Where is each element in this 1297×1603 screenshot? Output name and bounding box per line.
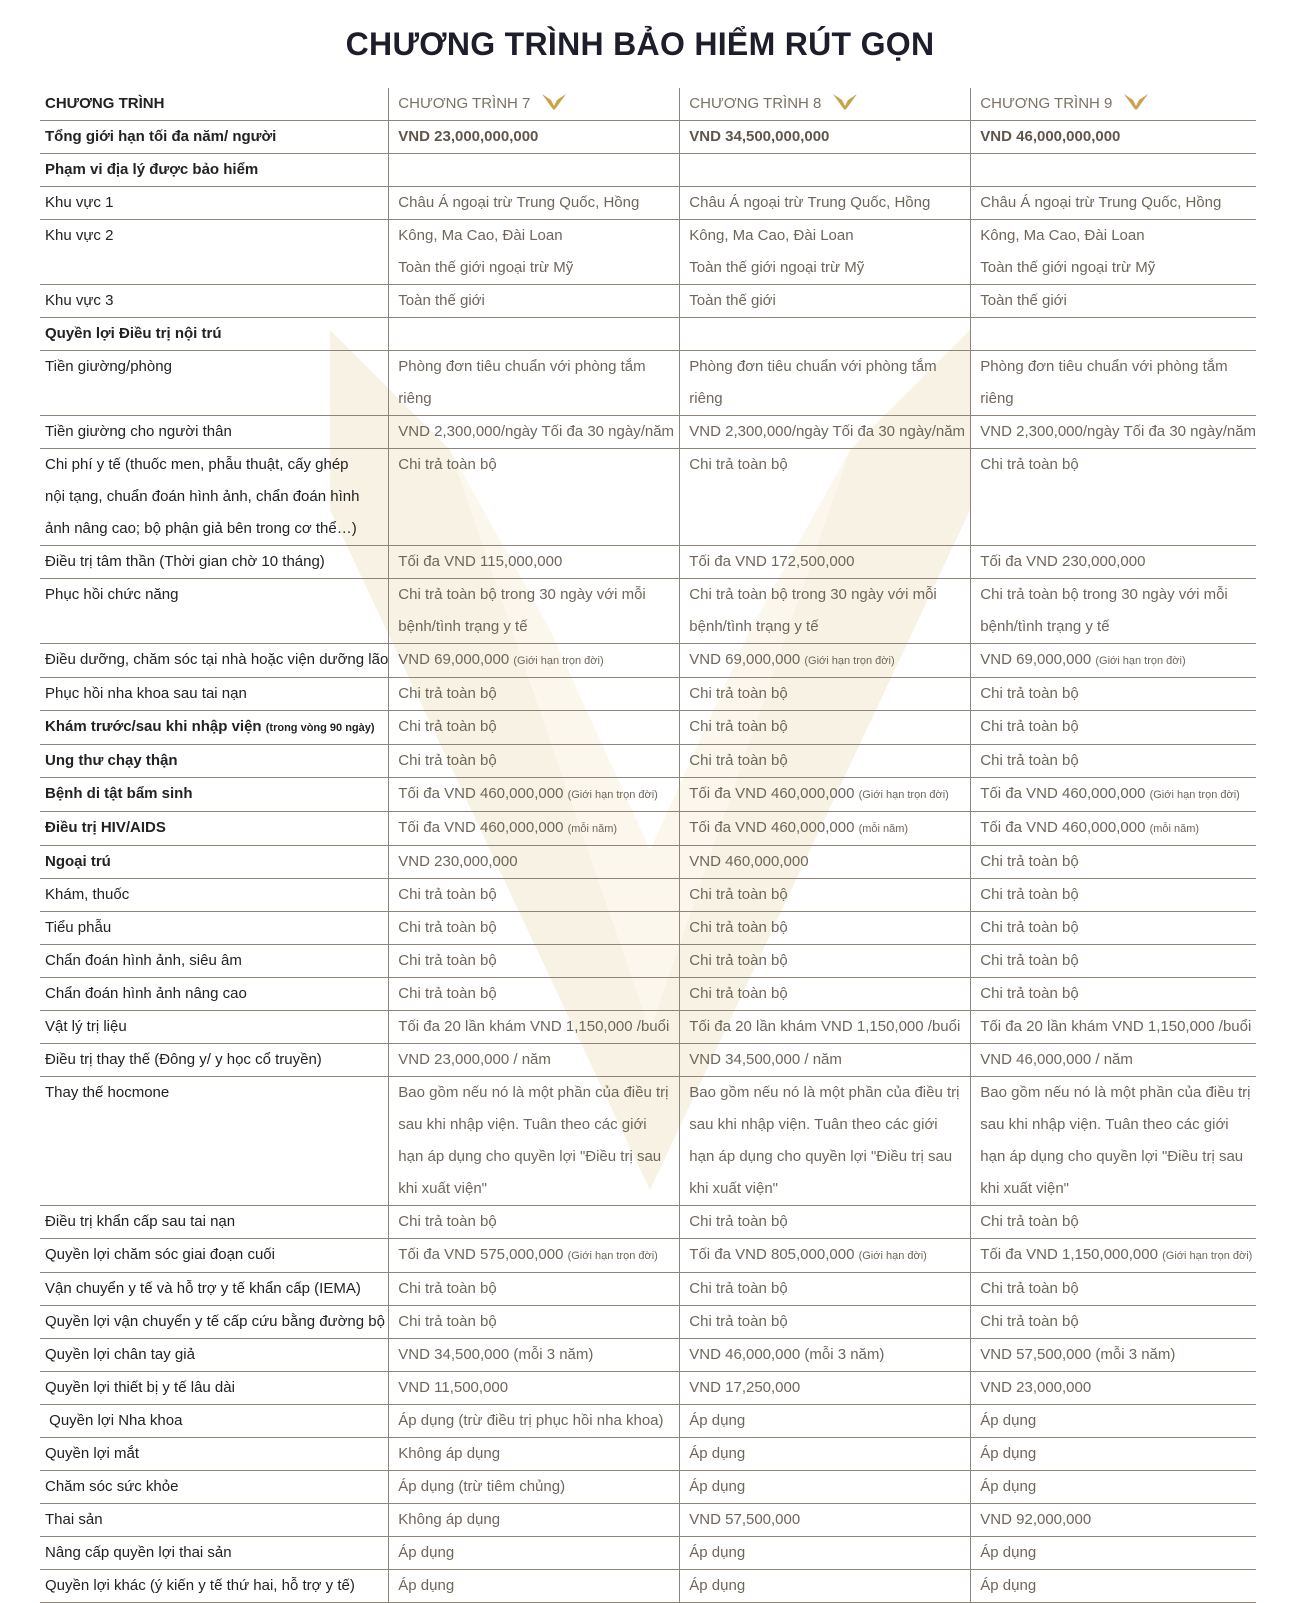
table-row	[40, 1273, 1256, 1306]
plan-7-value: VND 2,300,000/ngày Tối đa 30 ngày/năm	[389, 416, 680, 449]
plan-7-value: Chi trả toàn bộ	[389, 945, 680, 978]
row-label: Quyền lợi Nha khoa	[40, 1405, 389, 1438]
table-row	[40, 1011, 1256, 1044]
table-row	[40, 1239, 1256, 1273]
plan-8-value: Bao gồm nếu nó là một phần của điều trị sau khi nhập viện. Tuân theo các giới hạn áp dụng cho quyền lợi "Điều trị sau khi xuất viện"	[680, 1077, 971, 1206]
row-label: Điều trị thay thế (Đông y/ y học cổ truyền)	[40, 1044, 389, 1077]
row-label: Tiền giường cho người thân	[40, 416, 389, 449]
plan-8-value: Tối đa VND 172,500,000	[680, 546, 971, 579]
plan-7-value: Áp dụng (trừ điều trị phục hồi nha khoa)	[389, 1405, 680, 1438]
plan-8-value: Chi trả toàn bộ	[680, 1306, 971, 1339]
plan-9-value: Toàn thế giới	[971, 285, 1256, 318]
plan-9-value	[971, 154, 1256, 187]
row-label: Phạm vi địa lý được bảo hiểm	[40, 154, 389, 187]
plan-9-value: VND 23,000,000	[971, 1372, 1256, 1405]
table-row	[40, 351, 1256, 416]
plan-8-value: Áp dụng	[680, 1537, 971, 1570]
plan-7-value: Chi trả toàn bộ	[389, 978, 680, 1011]
plan-7-value: Châu Á ngoại trừ Trung Quốc, Hồng	[389, 187, 680, 220]
plan-8-value: Chi trả toàn bộ	[680, 1206, 971, 1239]
plan-7-value: Chi trả toàn bộ trong 30 ngày với mỗi bệnh/tình trạng y tế	[389, 579, 680, 644]
table-row	[40, 678, 1256, 711]
table-row	[40, 912, 1256, 945]
plan-8-value: Chi trả toàn bộ	[680, 945, 971, 978]
table-row	[40, 416, 1256, 449]
table-row	[40, 546, 1256, 579]
row-label: Quyền lợi khác (ý kiến y tế thứ hai, hỗ trợ y tế)	[40, 1570, 389, 1603]
plan-8-value: Chi trả toàn bộ	[680, 745, 971, 778]
plan-7-value: Chi trả toàn bộ	[389, 1306, 680, 1339]
row-label: Ngoại trú	[40, 846, 389, 879]
header-label: CHƯƠNG TRÌNH	[40, 88, 389, 121]
plan-8-value: Chi trả toàn bộ	[680, 978, 971, 1011]
plan-7-value: Chi trả toàn bộ	[389, 745, 680, 778]
plan-7-value: Phòng đơn tiêu chuẩn với phòng tắm riêng	[389, 351, 680, 416]
table-row	[40, 1077, 1256, 1206]
table-row	[40, 187, 1256, 220]
table-row	[40, 1537, 1256, 1570]
plan-9-value: VND 92,000,000	[971, 1504, 1256, 1537]
plan-8-value: Chi trả toàn bộ	[680, 449, 971, 546]
plan-9-value: Tối đa VND 1,150,000,000 (Giới hạn trọn đời)	[971, 1239, 1256, 1273]
row-label: Thai sản	[40, 1504, 389, 1537]
plan-9-value: Chi trả toàn bộ	[971, 449, 1256, 546]
plan-8-value: Tối đa VND 460,000,000 (mỗi năm)	[680, 812, 971, 846]
row-label: Chẩn đoán hình ảnh, siêu âm	[40, 945, 389, 978]
table-row	[40, 1372, 1256, 1405]
plan-7-value: Chi trả toàn bộ	[389, 1273, 680, 1306]
row-label: Chăm sóc sức khỏe	[40, 1471, 389, 1504]
plan-9-value: Áp dụng	[971, 1570, 1256, 1603]
plan-9-value: VND 46,000,000,000	[971, 121, 1256, 154]
row-label: Quyền lợi chăm sóc giai đoạn cuối	[40, 1239, 389, 1273]
plan-7-value: VND 34,500,000 (mỗi 3 năm)	[389, 1339, 680, 1372]
plan-9-value: VND 46,000,000 / năm	[971, 1044, 1256, 1077]
plan-7-value: VND 23,000,000 / năm	[389, 1044, 680, 1077]
plan-8-value: Chi trả toàn bộ	[680, 879, 971, 912]
plan-8-value: VND 17,250,000	[680, 1372, 971, 1405]
plan-9-value: VND 69,000,000 (Giới hạn trọn đời)	[971, 644, 1256, 678]
plan-8-value: Áp dụng	[680, 1405, 971, 1438]
plan-9-value: Tối đa VND 460,000,000 (mỗi năm)	[971, 812, 1256, 846]
plan-9-value: Áp dụng	[971, 1537, 1256, 1570]
plan-9-value: VND 2,300,000/ngày Tối đa 30 ngày/năm	[971, 416, 1256, 449]
plan-7-value: Tối đa VND 460,000,000 (Giới hạn trọn đời)	[389, 778, 680, 812]
row-label: Tiền giường/phòng	[40, 351, 389, 416]
row-label: Điều trị tâm thần (Thời gian chờ 10 tháng)	[40, 546, 389, 579]
plan-7-value: Áp dụng	[389, 1537, 680, 1570]
plan-8-value: Tối đa VND 805,000,000 (Giới hạn đời)	[680, 1239, 971, 1273]
plan-8-value: Chi trả toàn bộ	[680, 1273, 971, 1306]
table-row	[40, 220, 1256, 285]
plan-8-value: Châu Á ngoại trừ Trung Quốc, Hồng	[680, 187, 971, 220]
row-label: Khu vực 3	[40, 285, 389, 318]
plan-7-value: Chi trả toàn bộ	[389, 1206, 680, 1239]
row-label: Điều trị HIV/AIDS	[40, 812, 389, 846]
plan-8-value	[680, 318, 971, 351]
plan-9-value: Chi trả toàn bộ	[971, 912, 1256, 945]
plan-9-value: Chi trả toàn bộ	[971, 879, 1256, 912]
plan-7-value: Chi trả toàn bộ	[389, 449, 680, 546]
plan-7-value: VND 11,500,000	[389, 1372, 680, 1405]
plan-8-value: VND 2,300,000/ngày Tối đa 30 ngày/năm	[680, 416, 971, 449]
header-plan-8: CHƯƠNG TRÌNH 8	[680, 88, 971, 121]
plan-8-value: Áp dụng	[680, 1438, 971, 1471]
plan-8-value: Chi trả toàn bộ	[680, 678, 971, 711]
plan-7-value: VND 69,000,000 (Giới hạn trọn đời)	[389, 644, 680, 678]
plan-9-value: Phòng đơn tiêu chuẩn với phòng tắm riêng	[971, 351, 1256, 416]
plan-9-value: Chi trả toàn bộ	[971, 678, 1256, 711]
row-label: Quyền lợi Điều trị nội trú	[40, 318, 389, 351]
plan-9-value: Tối đa VND 460,000,000 (Giới hạn trọn đời)	[971, 778, 1256, 812]
row-label: Quyền lợi thiết bị y tế lâu dài	[40, 1372, 389, 1405]
plan-8-value: Chi trả toàn bộ	[680, 912, 971, 945]
table-row	[40, 644, 1256, 678]
plan-8-value: Chi trả toàn bộ trong 30 ngày với mỗi bệnh/tình trạng y tế	[680, 579, 971, 644]
row-label: Khu vực 2	[40, 220, 389, 285]
plan-8-value: Kông, Ma Cao, Đài Loan Toàn thế giới ngoại trừ Mỹ	[680, 220, 971, 285]
row-label: Điều trị khẩn cấp sau tai nạn	[40, 1206, 389, 1239]
row-label: Thay thế hocmone	[40, 1077, 389, 1206]
row-label: Ung thư chạy thận	[40, 745, 389, 778]
row-label: Khám trước/sau khi nhập viện (trong vòng 90 ngày)	[40, 711, 389, 745]
table-row	[40, 1504, 1256, 1537]
row-label: Tổng giới hạn tối đa năm/ người	[40, 121, 389, 154]
plan-7-value: Tối đa 20 lần khám VND 1,150,000 /buổi	[389, 1011, 680, 1044]
plan-8-value: Tối đa VND 460,000,000 (Giới hạn trọn đời)	[680, 778, 971, 812]
row-label: Khu vực 1	[40, 187, 389, 220]
plan-9-value: Tối đa 20 lần khám VND 1,150,000 /buổi	[971, 1011, 1256, 1044]
row-label: Phục hồi chức năng	[40, 579, 389, 644]
plan-8-value: Toàn thế giới	[680, 285, 971, 318]
plan-9-value: Châu Á ngoại trừ Trung Quốc, Hồng	[971, 187, 1256, 220]
plan-8-value: VND 57,500,000	[680, 1504, 971, 1537]
plan-7-value: Tối đa VND 460,000,000 (mỗi năm)	[389, 812, 680, 846]
header-plan-7: CHƯƠNG TRÌNH 7	[389, 88, 680, 121]
plan-9-value	[971, 318, 1256, 351]
table-row	[40, 978, 1256, 1011]
table-row	[40, 318, 1256, 351]
plan-7-value: Áp dụng (trừ tiêm chủng)	[389, 1471, 680, 1504]
table-row	[40, 945, 1256, 978]
plan-9-value: Chi trả toàn bộ	[971, 978, 1256, 1011]
plan-7-value: VND 23,000,000,000	[389, 121, 680, 154]
plan-9-value: Chi trả toàn bộ	[971, 945, 1256, 978]
row-label: Điều dưỡng, chăm sóc tại nhà hoặc viện dưỡng lão	[40, 644, 389, 678]
plan-8-value: Tối đa 20 lần khám VND 1,150,000 /buổi	[680, 1011, 971, 1044]
table-row	[40, 1405, 1256, 1438]
table-header-row	[40, 88, 1256, 121]
plan-8-value: VND 69,000,000 (Giới hạn trọn đời)	[680, 644, 971, 678]
plan-7-value: Tối đa VND 115,000,000	[389, 546, 680, 579]
plan-8-value: Áp dụng	[680, 1471, 971, 1504]
row-label: Chẩn đoán hình ảnh nâng cao	[40, 978, 389, 1011]
plan-7-value: Không áp dụng	[389, 1438, 680, 1471]
table-row	[40, 1206, 1256, 1239]
row-label: Quyền lợi vận chuyển y tế cấp cứu bằng đường bộ	[40, 1306, 389, 1339]
plan-8-value: VND 460,000,000	[680, 846, 971, 879]
plan-9-value: Chi trả toàn bộ	[971, 1306, 1256, 1339]
row-label: Bệnh di tật bẩm sinh	[40, 778, 389, 812]
gold-wing-icon	[542, 94, 566, 110]
row-label: Quyền lợi chân tay giả	[40, 1339, 389, 1372]
table-row	[40, 745, 1256, 778]
plan-8-value: Áp dụng	[680, 1570, 971, 1603]
plan-8-value	[680, 154, 971, 187]
page-title: CHƯƠNG TRÌNH BẢO HIỂM RÚT GỌN	[345, 26, 935, 62]
benefits-table	[40, 88, 1256, 1603]
row-label: Nâng cấp quyền lợi thai sản	[40, 1537, 389, 1570]
plan-7-value: Không áp dụng	[389, 1504, 680, 1537]
plan-9-value: Chi trả toàn bộ	[971, 1206, 1256, 1239]
table-row	[40, 846, 1256, 879]
plan-8-value: VND 34,500,000 / năm	[680, 1044, 971, 1077]
plan-8-value: VND 46,000,000 (mỗi 3 năm)	[680, 1339, 971, 1372]
table-row	[40, 1306, 1256, 1339]
row-label: Quyền lợi mắt	[40, 1438, 389, 1471]
plan-7-value: Kông, Ma Cao, Đài Loan Toàn thế giới ngoại trừ Mỹ	[389, 220, 680, 285]
table-row	[40, 1570, 1256, 1603]
table-row	[40, 154, 1256, 187]
plan-9-value: Tối đa VND 230,000,000	[971, 546, 1256, 579]
gold-wing-icon	[833, 94, 857, 110]
table-row	[40, 879, 1256, 912]
table-row	[40, 778, 1256, 812]
table-row	[40, 285, 1256, 318]
row-label: Phục hồi nha khoa sau tai nạn	[40, 678, 389, 711]
plan-7-value	[389, 154, 680, 187]
table-row	[40, 449, 1256, 546]
row-label: Khám, thuốc	[40, 879, 389, 912]
plan-8-value: VND 34,500,000,000	[680, 121, 971, 154]
table-row	[40, 579, 1256, 644]
table-row	[40, 1339, 1256, 1372]
plan-7-value	[389, 318, 680, 351]
plan-8-value: Phòng đơn tiêu chuẩn với phòng tắm riêng	[680, 351, 971, 416]
plan-9-value: Chi trả toàn bộ trong 30 ngày với mỗi bệnh/tình trạng y tế	[971, 579, 1256, 644]
plan-9-value: Kông, Ma Cao, Đài Loan Toàn thế giới ngoại trừ Mỹ	[971, 220, 1256, 285]
table-row	[40, 1438, 1256, 1471]
row-label: Vận chuyển y tế và hỗ trợ y tế khẩn cấp (IEMA)	[40, 1273, 389, 1306]
plan-9-value: Chi trả toàn bộ	[971, 846, 1256, 879]
row-label: Vật lý trị liệu	[40, 1011, 389, 1044]
plan-9-value: Chi trả toàn bộ	[971, 711, 1256, 745]
plan-7-value: Tối đa VND 575,000,000 (Giới hạn trọn đời)	[389, 1239, 680, 1273]
plan-7-value: Bao gồm nếu nó là một phần của điều trị sau khi nhập viện. Tuân theo các giới hạn áp dụng cho quyền lợi "Điều trị sau khi xuất viện"	[389, 1077, 680, 1206]
plan-7-value: Chi trả toàn bộ	[389, 879, 680, 912]
plan-7-value: Chi trả toàn bộ	[389, 711, 680, 745]
plan-7-value: Toàn thế giới	[389, 285, 680, 318]
plan-7-value: Áp dụng	[389, 1570, 680, 1603]
plan-7-value: VND 230,000,000	[389, 846, 680, 879]
table-row	[40, 711, 1256, 745]
plan-7-value: Chi trả toàn bộ	[389, 912, 680, 945]
gold-wing-icon	[1124, 94, 1148, 110]
header-plan-9: CHƯƠNG TRÌNH 9	[971, 88, 1256, 121]
plan-9-value: Áp dụng	[971, 1405, 1256, 1438]
table-row	[40, 1471, 1256, 1504]
row-label: Tiểu phẫu	[40, 912, 389, 945]
table-row	[40, 812, 1256, 846]
plan-8-value: Chi trả toàn bộ	[680, 711, 971, 745]
plan-9-value: Chi trả toàn bộ	[971, 745, 1256, 778]
table-row	[40, 1044, 1256, 1077]
plan-9-value: Áp dụng	[971, 1438, 1256, 1471]
row-label: Chi phí y tế (thuốc men, phẫu thuật, cấy ghép nội tạng, chuẩn đoán hình ảnh, chẩn đoán hình ảnh nâng cao; bộ phận giả bên trong cơ thể…)	[40, 449, 389, 546]
plan-9-value: VND 57,500,000 (mỗi 3 năm)	[971, 1339, 1256, 1372]
table-row	[40, 121, 1256, 154]
plan-9-value: Áp dụng	[971, 1471, 1256, 1504]
plan-7-value: Chi trả toàn bộ	[389, 678, 680, 711]
plan-9-value: Chi trả toàn bộ	[971, 1273, 1256, 1306]
plan-9-value: Bao gồm nếu nó là một phần của điều trị sau khi nhập viện. Tuân theo các giới hạn áp dụng cho quyền lợi "Điều trị sau khi xuất viện"	[971, 1077, 1256, 1206]
